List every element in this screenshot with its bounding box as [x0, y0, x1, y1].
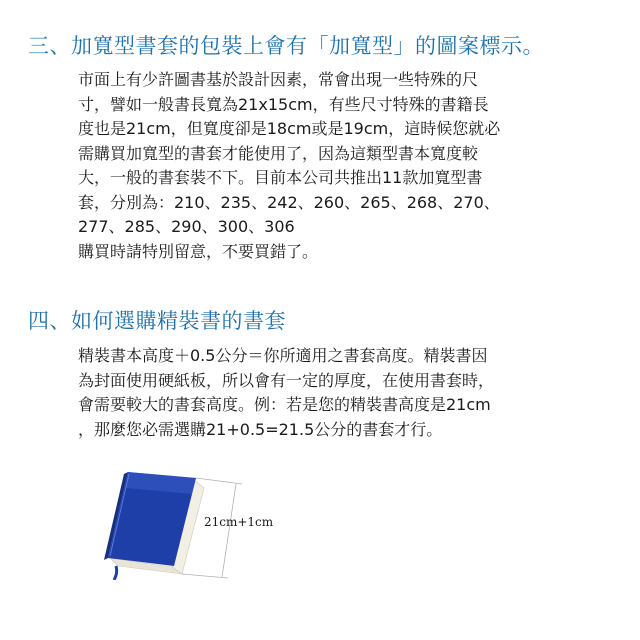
paragraph-line: 277、285、290、300、306 — [78, 217, 295, 236]
paragraph-line: 寸，譬如一般書長寬為21x15cm，有些尺寸特殊的書籍長 — [78, 94, 489, 114]
section-4-heading: 四、如何選購精裝書的書套 — [28, 309, 286, 333]
dimension-label: 21cm+1cm — [204, 515, 274, 529]
paragraph-line: 度也是21cm，但寬度卻是18cm或是19cm，這時候您就必 — [78, 119, 501, 138]
paragraph-line: 需購買加寬型的書套才能使用了，因為這類型書本寬度較 — [78, 143, 479, 163]
paragraph-line: ，那麼您必需選購21+0.5=21.5公分的書套才行。 — [78, 419, 443, 439]
paragraph-line: 為封面使用硬紙板，所以會有一定的厚度，在使用書套時， — [78, 370, 495, 390]
paragraph-line: 精裝書本高度＋0.5公分＝你所適用之書套高度。精裝書因 — [78, 346, 488, 365]
section-3-heading: 三、加寬型書套的包裝上會有「加寬型」的圖案標示。 — [28, 34, 544, 58]
section-4-paragraph — [78, 344, 598, 442]
paragraph-line: 市面上有少許圖書基於設計因素，常會出現一些特殊的尺 — [78, 70, 479, 89]
paragraph-line: 會需要較大的書套高度。例：若是您的精裝書高度是21cm — [78, 395, 491, 414]
paragraph-line: 大，一般的書套裝不下。目前本公司共推出11款加寬型書 — [78, 168, 483, 187]
section-3-paragraph — [78, 68, 598, 264]
paragraph-line: 購買時請特別留意，不要買錯了。 — [78, 241, 319, 261]
paragraph-line: 套，分別為：210、235、242、260、265、268、270、 — [78, 192, 500, 212]
